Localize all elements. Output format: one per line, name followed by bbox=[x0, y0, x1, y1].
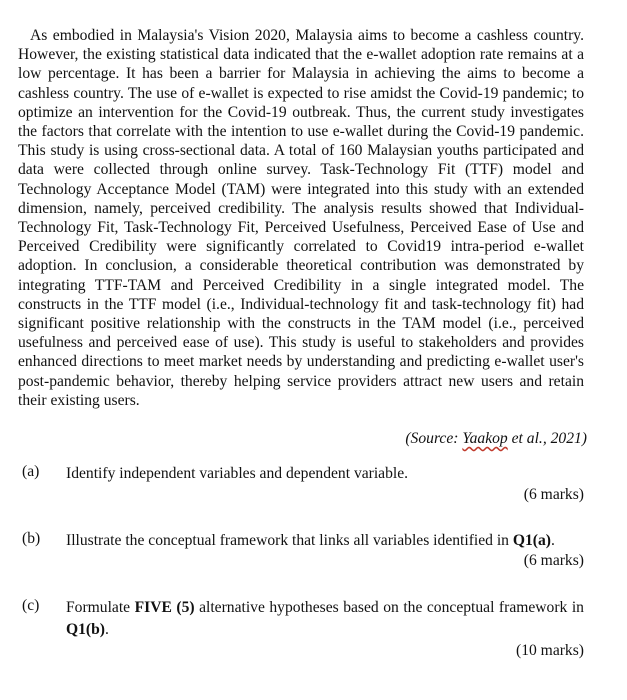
question-a-text: Identify independent variables and dependent variable. bbox=[66, 465, 409, 482]
question-b-text-after: . bbox=[550, 532, 555, 549]
question-c-count: FIVE (5) bbox=[134, 599, 195, 616]
question-b-text bbox=[66, 530, 584, 552]
question-b-label: (b) bbox=[22, 530, 41, 547]
source-rest: et al., 2021) bbox=[507, 430, 587, 447]
source-citation bbox=[405, 430, 587, 448]
question-b-marks: (6 marks) bbox=[523, 552, 584, 569]
question-c-text-after: . bbox=[104, 621, 109, 638]
question-c-text-b: alternative hypotheses based on the conceptual framework in bbox=[194, 599, 584, 616]
question-c-text bbox=[66, 597, 584, 641]
source-author: Yaakop bbox=[462, 430, 508, 447]
source-open: (Source: bbox=[405, 430, 463, 447]
question-b-ref: Q1(a) bbox=[512, 532, 551, 549]
question-a-marks: (6 marks) bbox=[523, 486, 584, 503]
question-b-text-before: Illustrate the conceptual framework that links all variables identified in bbox=[66, 532, 513, 549]
case-abstract: As embodied in Malaysia's Vision 2020, Malaysia aims to become a cashless country. However, the existing statistical data indicated that the e-wallet adoption rate remains at a low percentage. It has been a barrier for Malaysia in achieving the aims to become a cashless country. The use of e-wallet is expected to rise amidst the Covid-19 pandemic; to optimize an intervention for the Covid-19 outbreak. Thus, the current study investigates the factors that correlate with the intention to use e-wallet during the Covid-19 pandemic. This study is using cross-sectional data. A total of 160 Malaysian youths participated and data were collected through online survey. Task-Technology Fit (TTF) model and Technology Acceptance Model (TAM) were integrated into this study with an extended dimension, namely, perceived credibility. The analysis results showed that Individual-Technology Fit, Task-Technology Fit, Perceived Usefulness, Perceived Ease of Use and Perceived Credibility were significantly correlated to Covid19 intra-period e-wallet adoption. In conclusion, a considerable theoretical contribution was demonstrated by integrating TTF-TAM and Perceived Credibility in a single integrated model. The constructs in the TTF model (i.e., Individual-technology fit and task-technology fit) had significant positive relationship with the constructs in the TAM model (i.e., perceived usefulness and perceived ease of use). This study is useful to stakeholders and provides enhanced directions to meet market needs by understanding and predicting e-wallet user's post-pandemic behavior, thereby helping service providers attract new users and retain their existing users. bbox=[18, 27, 584, 409]
question-c-label: (c) bbox=[22, 597, 40, 614]
question-c-ref: Q1(b) bbox=[66, 621, 105, 638]
question-c-text-a: Formulate bbox=[66, 599, 135, 616]
question-a-label: (a) bbox=[22, 463, 40, 480]
question-c-marks: (10 marks) bbox=[516, 642, 584, 659]
